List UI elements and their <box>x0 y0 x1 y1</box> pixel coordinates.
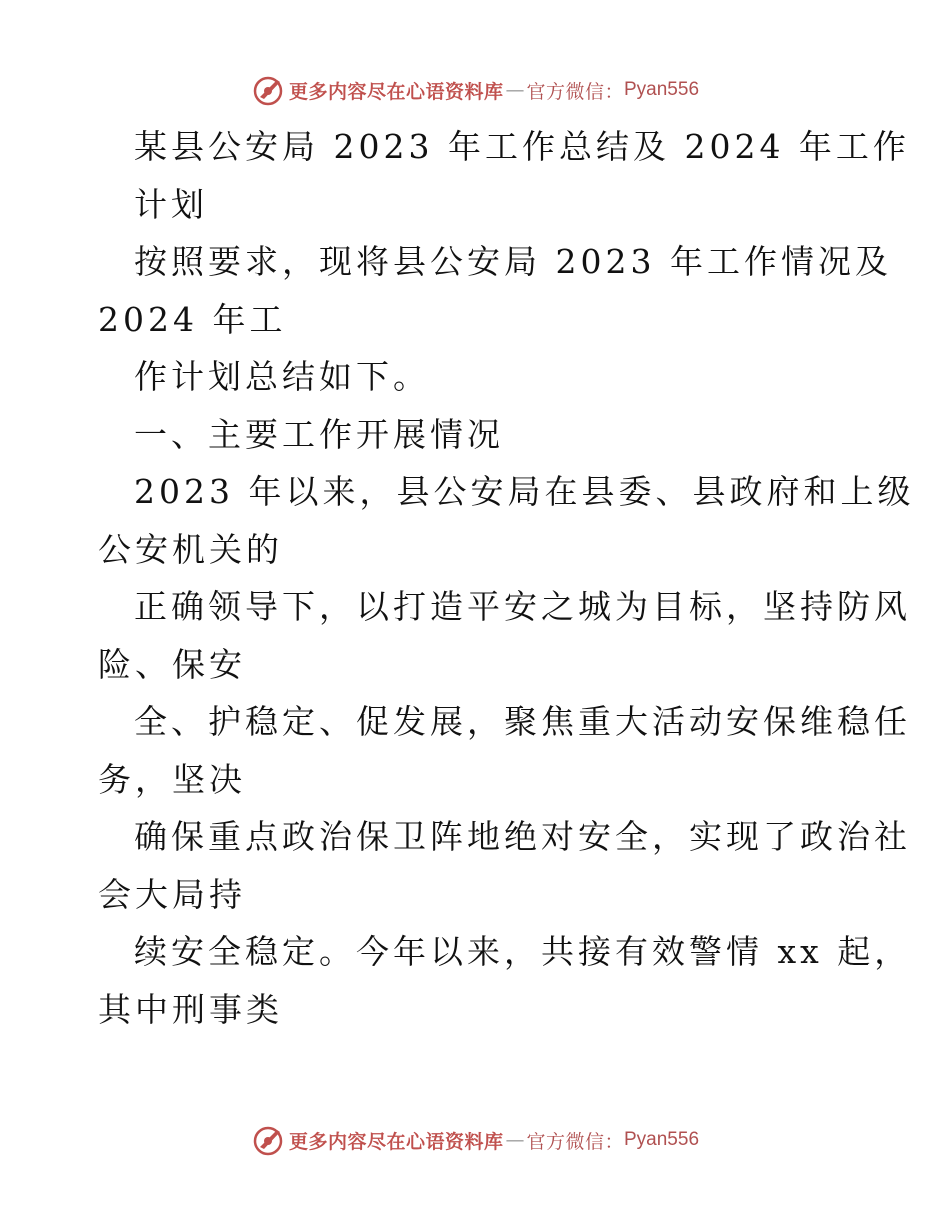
watermark-wechat-id: Pyan556 <box>624 1129 700 1150</box>
document-title-line: 计划 <box>134 184 208 224</box>
paragraph-line: 2024 年工 <box>98 299 287 339</box>
quill-circle-logo-icon <box>251 1123 285 1157</box>
paragraph-line: 确保重点政治保卫阵地绝对安全，实现了政治社 <box>134 817 911 856</box>
paragraph-line: 续安全稳定。今年以来，共接有效警情 xx 起， <box>134 932 912 971</box>
paragraph-line: 全、护稳定、促发展，聚焦重大活动安保维稳任 <box>134 702 911 741</box>
paragraph-line: 会大局持 <box>98 874 246 914</box>
paragraph-line: 正确领导下，以打造平安之城为目标，坚持防风 <box>134 587 911 626</box>
footer-watermark <box>0 1120 950 1160</box>
paragraph-line: 其中刑事类 <box>98 989 283 1029</box>
paragraph-line: 公安机关的 <box>98 529 283 569</box>
watermark-dash: — <box>505 79 525 101</box>
paragraph-line: 险、保安 <box>98 644 246 684</box>
watermark-brand-text: 更多内容尽在心语资料库 <box>288 1130 504 1153</box>
section-heading: 一、主要工作开展情况 <box>134 414 504 454</box>
quill-circle-logo-icon <box>251 73 285 107</box>
document-title-line: 某县公安局 2023 年工作总结及 2024 年工作 <box>134 127 910 166</box>
paragraph-line: 2023 年以来，县公安局在县委、县政府和上级 <box>134 472 915 511</box>
document-body <box>98 118 915 1038</box>
paragraph-line: 务，坚决 <box>98 759 246 799</box>
watermark-brand-text: 更多内容尽在心语资料库 <box>288 80 504 103</box>
header-watermark <box>0 70 950 110</box>
watermark-wechat-label: 官方微信： <box>526 80 624 103</box>
paragraph-line: 作计划总结如下。 <box>134 357 430 396</box>
paragraph-line: 按照要求，现将县公安局 2023 年工作情况及 <box>134 242 892 281</box>
watermark-wechat-label: 官方微信： <box>526 1130 624 1153</box>
watermark-wechat-id: Pyan556 <box>624 79 700 100</box>
watermark-dash: — <box>505 1129 525 1151</box>
